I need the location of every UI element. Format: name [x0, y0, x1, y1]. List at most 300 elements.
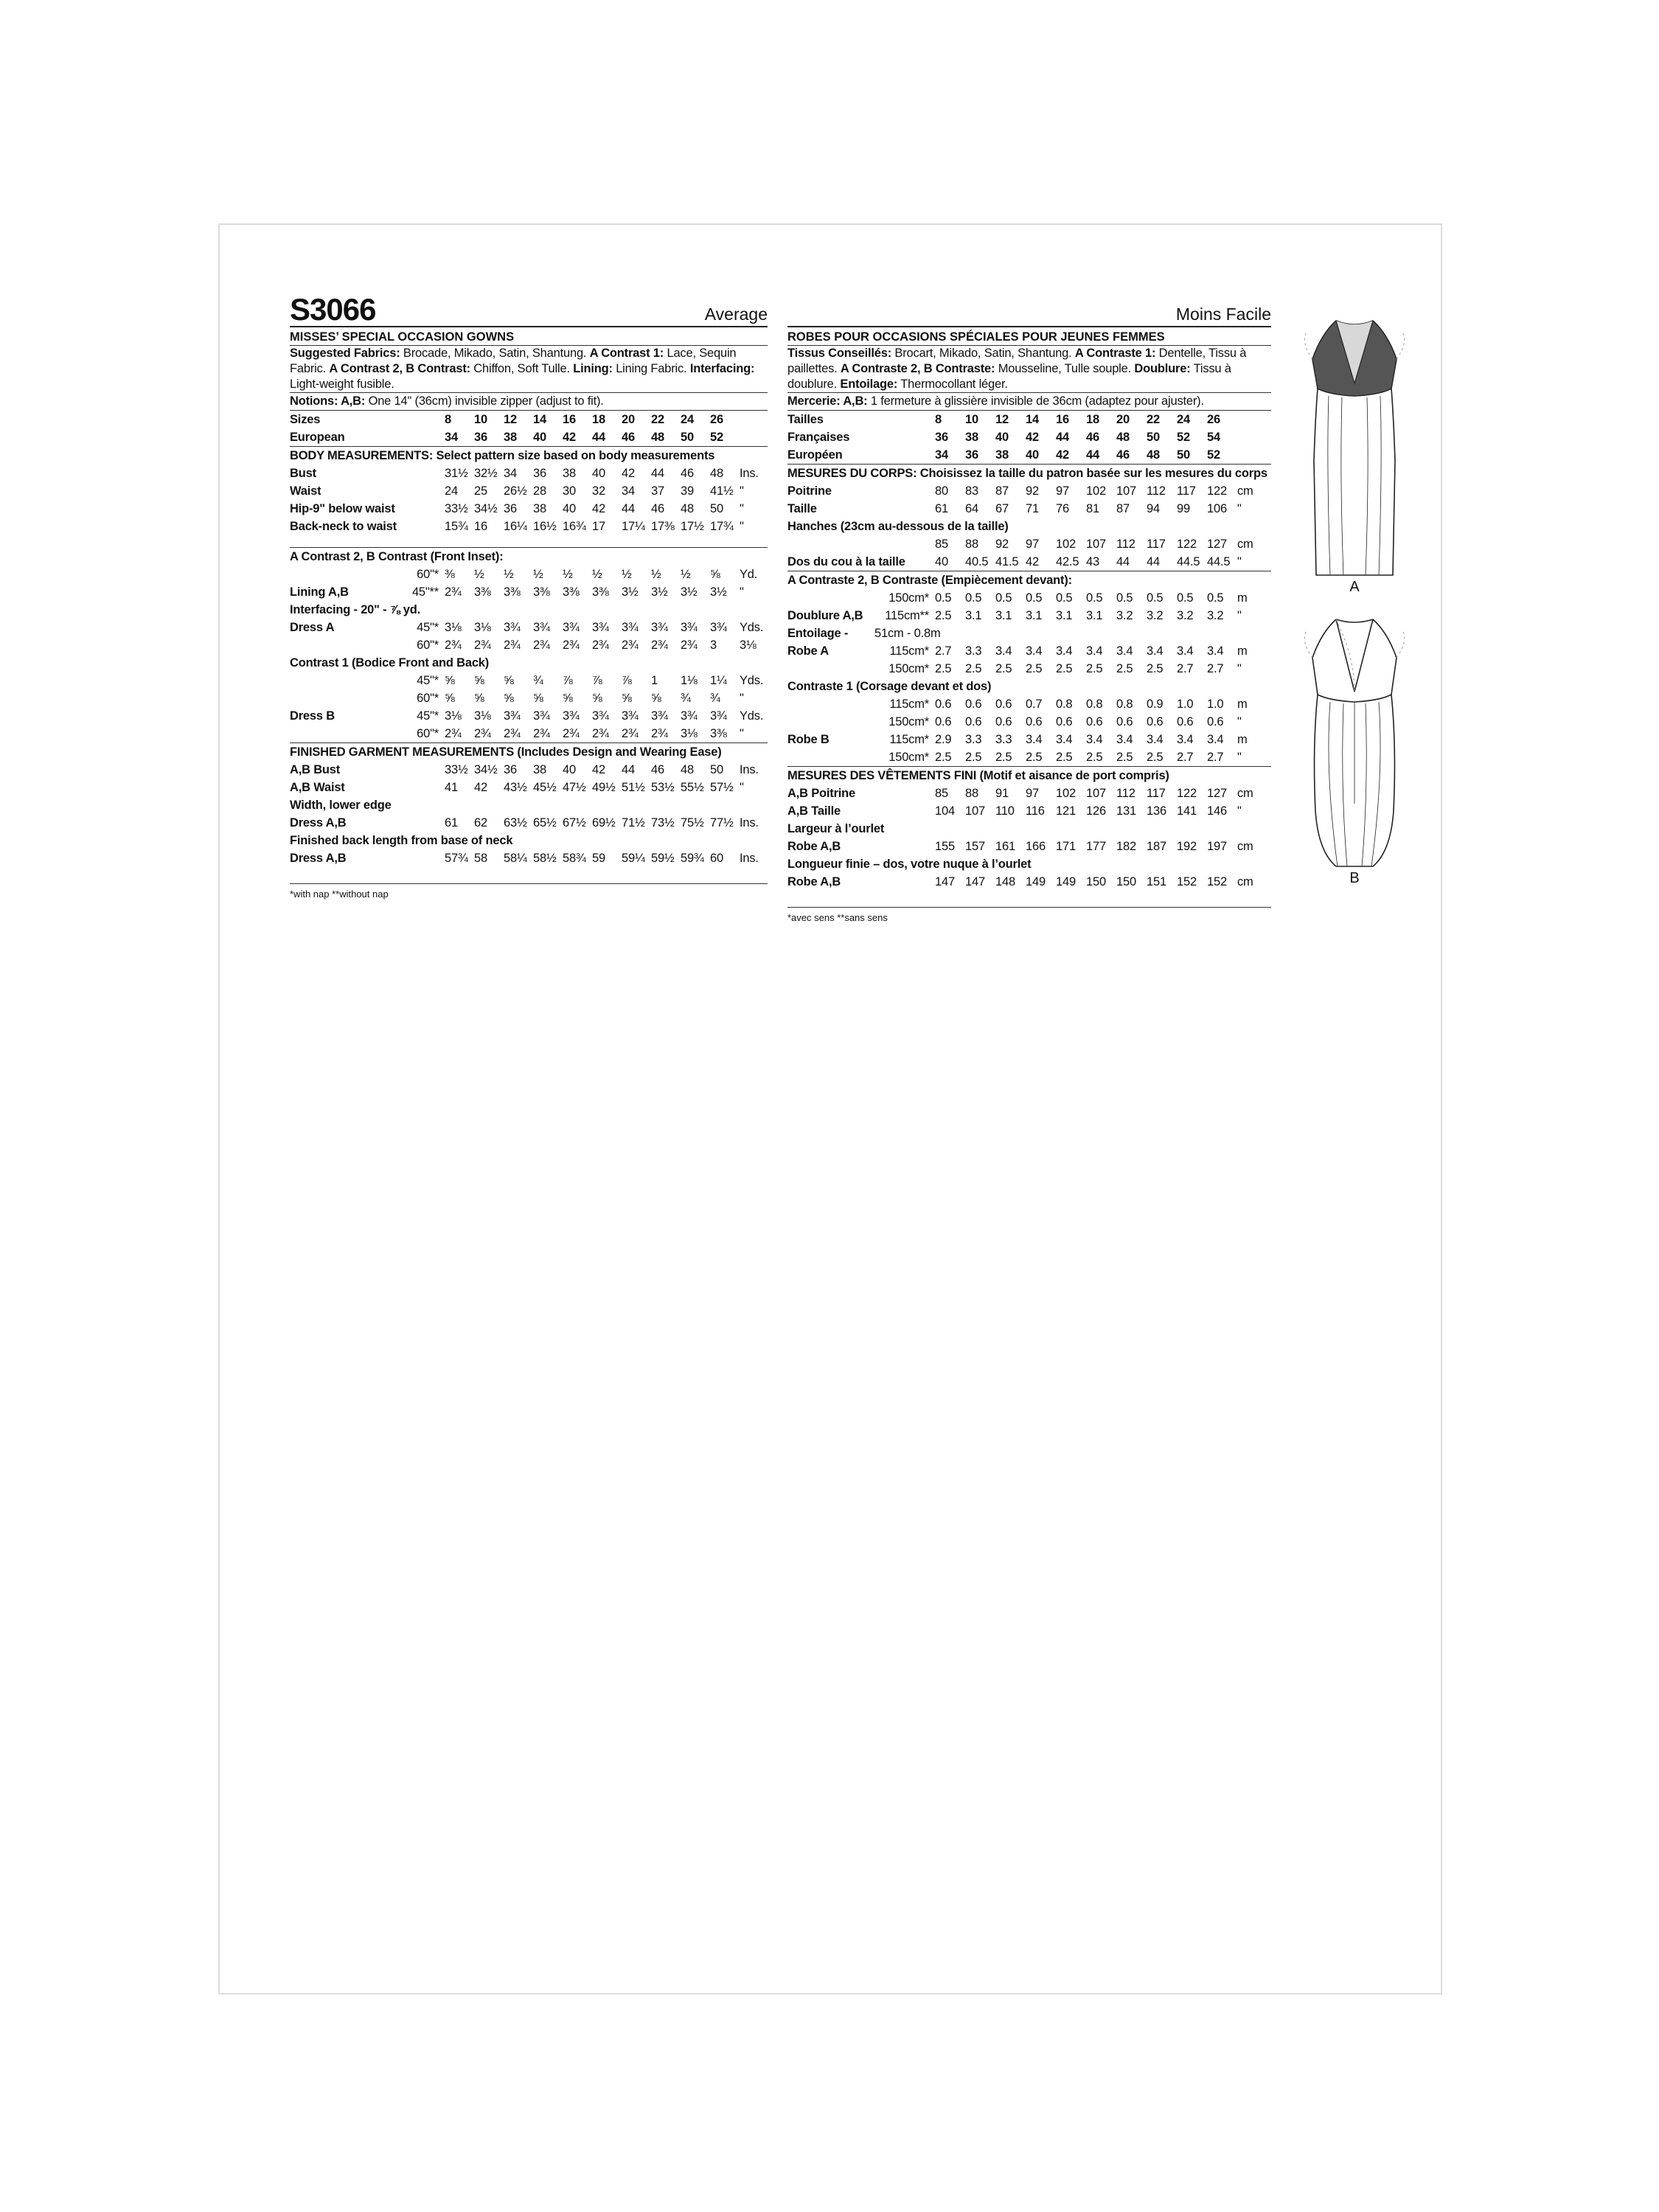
table-cell: ⅝ — [563, 692, 573, 705]
table-cell: ½ — [504, 568, 514, 581]
table-cell: 40 — [533, 431, 546, 444]
table-cell: 2.5 — [965, 751, 982, 764]
table-cell: 2¾ — [622, 727, 639, 740]
table-cell: 0.6 — [995, 715, 1012, 728]
table-cell: 88 — [965, 787, 978, 800]
table-cell: 50 — [1147, 431, 1160, 444]
table-cell: 0.6 — [965, 698, 982, 711]
table-cell: ⅞ — [563, 674, 573, 687]
table-cell: ⅜ — [445, 568, 455, 581]
row-label: A,B Bust — [290, 763, 341, 776]
table-cell: 3.4 — [1086, 644, 1103, 658]
table-row — [787, 731, 1271, 748]
table-cell: 0.5 — [935, 591, 952, 605]
table-row — [787, 446, 1271, 465]
table-cell: 3.4 — [1116, 644, 1133, 658]
table-cell: 33½ — [445, 763, 468, 776]
table-cell: 47½ — [563, 781, 586, 794]
pattern-number: S3066 — [290, 292, 376, 327]
table-cell: 33½ — [445, 502, 468, 515]
table-cell: 44 — [622, 763, 635, 776]
table-cell: 12 — [995, 413, 1009, 426]
table-cell: 24 — [1177, 413, 1190, 426]
table-cell: " — [1237, 804, 1242, 818]
table-cell: ⅝ — [504, 674, 514, 687]
row-label — [290, 672, 411, 689]
table-cell: 77½ — [710, 816, 734, 830]
table-cell: 58½ — [533, 852, 557, 865]
table-cell: cm — [1237, 538, 1253, 551]
table-cell: 3⅜ — [504, 585, 521, 599]
table-cell: 3.4 — [1056, 644, 1073, 658]
table-cell: 38 — [533, 763, 546, 776]
table-cell: 40 — [592, 467, 605, 480]
table-row — [290, 447, 768, 465]
row-label: Bust — [290, 467, 316, 480]
table-row — [787, 500, 1271, 518]
table-cell: 24 — [681, 413, 694, 426]
table-cell: 0.6 — [965, 715, 982, 728]
table-cell: 3.4 — [1177, 733, 1194, 746]
table-cell: 2¾ — [651, 639, 668, 652]
figure-a-label: A — [1349, 579, 1360, 595]
table-row — [290, 500, 768, 518]
table-cell: 127 — [1207, 538, 1227, 551]
table-cell: ⅝ — [504, 692, 514, 705]
table-cell: 2¾ — [445, 639, 462, 652]
table-cell: 141 — [1177, 804, 1197, 818]
table-cell: 0.5 — [1147, 591, 1164, 605]
table-cell: 42 — [1026, 431, 1039, 444]
table-cell: 45½ — [533, 781, 557, 794]
row-label: Dress B — [290, 709, 335, 723]
gown-b-drawing — [1292, 612, 1417, 870]
table-cell: 3¾ — [622, 621, 639, 634]
row-label: Européen — [787, 448, 843, 462]
table-cell: 22 — [651, 413, 664, 426]
row-label: Taille — [787, 502, 817, 515]
table-cell: 3.4 — [1116, 733, 1133, 746]
table-cell: 61 — [445, 816, 458, 830]
table-cell: 44 — [1116, 555, 1130, 568]
table-cell: 157 — [965, 840, 985, 853]
width-label — [874, 411, 935, 428]
table-cell: cm — [1237, 875, 1253, 888]
difficulty-level: Average — [704, 305, 768, 324]
table-cell: Ins. — [740, 852, 759, 865]
table-cell — [1237, 411, 1271, 428]
table-cell: 3.1 — [1086, 609, 1103, 622]
row-label: Entoilage - — [787, 627, 849, 640]
table-cell: 112 — [1116, 538, 1135, 551]
table-cell: 0.5 — [1086, 591, 1103, 605]
table-cell: 2.5 — [935, 662, 952, 675]
table-cell: m — [1237, 698, 1248, 711]
table-row — [787, 767, 1271, 785]
table-cell: 104 — [935, 804, 955, 818]
section-heading: A Contrast 2, B Contrast (Front Inset): — [290, 548, 768, 566]
table-cell: 75½ — [681, 816, 704, 830]
table-cell: 26 — [1207, 413, 1220, 426]
table-cell: 2¾ — [563, 639, 580, 652]
table-cell: 73½ — [651, 816, 675, 830]
table-cell: 59¾ — [681, 852, 704, 865]
table-cell: 92 — [995, 538, 1009, 551]
table-cell: 46 — [622, 431, 635, 444]
table-cell: 80 — [935, 484, 948, 498]
row-label: Poitrine — [787, 484, 832, 498]
row-label — [290, 725, 411, 743]
table-cell: 2¾ — [533, 727, 550, 740]
table-cell: 54 — [1207, 431, 1220, 444]
table-cell: 53½ — [651, 781, 675, 794]
table-cell: " — [1237, 662, 1242, 675]
table-cell: 122 — [1177, 787, 1197, 800]
table-cell: 76 — [1056, 502, 1069, 515]
table-cell: 2.5 — [935, 609, 952, 622]
table-cell: 61 — [935, 502, 948, 515]
table-cell: ½ — [681, 568, 691, 581]
table-cell: 42 — [1026, 555, 1039, 568]
table-cell: 50 — [710, 763, 723, 776]
table-cell: 16 — [563, 413, 576, 426]
row-label: Dress A — [290, 621, 335, 634]
table-cell: 10 — [474, 413, 487, 426]
table-cell: 0.5 — [1056, 591, 1073, 605]
row-label: European — [290, 431, 345, 444]
pattern-title-fr: ROBES POUR OCCASIONS SPÉCIALES POUR JEUNES FEMMES — [787, 327, 1271, 346]
row-label — [787, 589, 874, 607]
table-cell: 88 — [965, 538, 978, 551]
width-label: 60"* — [417, 639, 439, 652]
table-cell: 2¾ — [504, 639, 521, 652]
table-cell: 102 — [1086, 484, 1106, 498]
table-row — [787, 428, 1271, 446]
table-cell: 38 — [563, 467, 576, 480]
table-cell: 3¾ — [563, 709, 580, 723]
table-cell: 14 — [1026, 413, 1039, 426]
table-cell: 102 — [1056, 538, 1076, 551]
table-cell: 16¼ — [504, 520, 527, 533]
table-cell: 2¾ — [592, 639, 609, 652]
row-label: Tailles — [787, 413, 824, 426]
table-cell: 38 — [995, 448, 1009, 462]
table-cell: 3.4 — [995, 644, 1012, 658]
table-cell: 2.9 — [935, 733, 952, 746]
table-cell: 3.3 — [965, 644, 982, 658]
width-label: 115cm* — [889, 698, 929, 711]
table-row — [787, 518, 1271, 535]
section-heading: MESURES DES VÊTEMENTS FINI (Motif et aisance de port compris) — [787, 767, 1271, 785]
table-row — [787, 820, 1271, 838]
width-label — [874, 482, 935, 500]
table-cell: 110 — [995, 804, 1015, 818]
section-heading: A Contraste 2, B Contraste (Empiècement devant): — [787, 571, 1271, 590]
table-cell: 65½ — [533, 816, 557, 830]
row-label: Dress A,B — [290, 852, 347, 865]
width-label — [411, 779, 445, 796]
table-cell: 3¾ — [681, 709, 698, 723]
table-cell: 117 — [1177, 484, 1196, 498]
row-label — [787, 748, 874, 767]
table-cell: 44 — [651, 467, 664, 480]
table-cell: 3⅜ — [592, 585, 609, 599]
table-cell: Yd. — [740, 568, 758, 581]
table-cell: 2.5 — [1026, 662, 1043, 675]
table-cell: 2.5 — [1086, 751, 1103, 764]
table-cell: 42 — [592, 763, 605, 776]
table-cell: 17¼ — [622, 520, 645, 533]
gown-a-drawing — [1292, 313, 1417, 579]
row-label — [787, 713, 874, 731]
table-cell: ½ — [622, 568, 632, 581]
table-cell: 2.7 — [1177, 662, 1194, 675]
table-cell: 3¾ — [563, 621, 580, 634]
table-cell: 107 — [965, 804, 985, 818]
table-cell: 3.4 — [1026, 644, 1043, 658]
table-cell: 24 — [445, 484, 458, 498]
table-cell: 1.0 — [1177, 698, 1194, 711]
section-heading: FINISHED GARMENT MEASUREMENTS (Includes Design and Wearing Ease) — [290, 743, 768, 762]
table-cell: 2¾ — [504, 727, 521, 740]
width-label: 51cm - 0.8m — [874, 627, 941, 640]
table-cell: 48 — [710, 467, 723, 480]
table-cell: 44 — [592, 431, 605, 444]
table-cell: 42 — [592, 502, 605, 515]
table-cell: 131 — [1116, 804, 1136, 818]
table-cell: 97 — [1026, 787, 1039, 800]
table-row — [290, 636, 768, 654]
table-cell: 112 — [1116, 787, 1135, 800]
table-cell: 3¾ — [710, 709, 727, 723]
table-cell: 149 — [1026, 875, 1046, 888]
row-label: Back-neck to waist — [290, 520, 397, 533]
table-cell: 42 — [474, 781, 487, 794]
table-cell: 136 — [1147, 804, 1166, 818]
table-row — [787, 411, 1271, 428]
table-cell: 2.5 — [1086, 662, 1103, 675]
table-cell: 42 — [1056, 448, 1069, 462]
table-cell: 187 — [1147, 840, 1166, 853]
width-label — [874, 785, 935, 802]
table-cell: 17¾ — [710, 520, 734, 533]
table-cell: 0.5 — [1116, 591, 1133, 605]
table-cell: 85 — [935, 787, 948, 800]
table-cell: 2.5 — [935, 751, 952, 764]
table-cell: 36 — [504, 502, 517, 515]
table-cell: 3.4 — [1026, 733, 1043, 746]
table-row — [787, 855, 1271, 873]
table-cell: 3¾ — [622, 709, 639, 723]
table-cell: Ins. — [740, 763, 759, 776]
table-cell: ¾ — [710, 692, 720, 705]
table-cell: 3¾ — [592, 621, 609, 634]
size-chart-table — [290, 411, 768, 867]
width-label: 150cm* — [888, 715, 929, 728]
table-cell: 2¾ — [681, 639, 698, 652]
table-cell: 0.9 — [1147, 698, 1164, 711]
table-row — [290, 465, 768, 482]
table-cell: 57½ — [710, 781, 734, 794]
table-cell — [1237, 428, 1271, 446]
table-cell: 2.5 — [1116, 751, 1133, 764]
table-cell: 3¾ — [710, 621, 727, 634]
table-cell: ⅝ — [651, 692, 661, 705]
table-cell: 0.7 — [1026, 698, 1043, 711]
spacer — [290, 535, 768, 548]
width-label — [874, 446, 935, 465]
table-cell: 2.5 — [995, 751, 1012, 764]
table-cell: 3.4 — [1056, 733, 1073, 746]
width-label: 115cm* — [889, 644, 929, 658]
table-cell: ⅝ — [592, 692, 602, 705]
table-cell: 2¾ — [622, 639, 639, 652]
table-cell: 44 — [622, 502, 635, 515]
table-row — [290, 518, 768, 535]
table-cell: 1¼ — [710, 674, 727, 687]
table-cell: 102 — [1056, 787, 1076, 800]
table-row — [290, 743, 768, 762]
figure-b — [1292, 612, 1417, 887]
table-cell: 83 — [965, 484, 978, 498]
table-cell: 155 — [935, 840, 955, 853]
table-cell: 50 — [710, 502, 723, 515]
table-cell: 46 — [681, 467, 694, 480]
table-cell: Ins. — [740, 816, 759, 830]
table-cell: 42 — [622, 467, 635, 480]
table-cell: 0.8 — [1116, 698, 1133, 711]
english-column — [290, 292, 768, 900]
table-cell: 2¾ — [563, 727, 580, 740]
table-cell: 121 — [1056, 804, 1076, 818]
size-chart-table-fr — [787, 411, 1271, 891]
table-cell: 0.6 — [1056, 715, 1073, 728]
section-heading: Hanches (23cm au-dessous de la taille) — [787, 520, 1009, 533]
table-cell: Ins. — [740, 467, 759, 480]
table-cell: 36 — [935, 431, 948, 444]
table-cell: 34 — [445, 431, 458, 444]
table-cell: 3¾ — [651, 709, 668, 723]
table-cell: 41 — [445, 781, 458, 794]
table-cell: 3⅛ — [740, 639, 757, 652]
table-cell: 44 — [1056, 431, 1069, 444]
table-cell: 3.1 — [995, 609, 1012, 622]
width-label: 150cm* — [888, 591, 929, 605]
table-cell: 3.1 — [1026, 609, 1043, 622]
table-row — [290, 619, 768, 636]
table-cell: cm — [1237, 484, 1253, 498]
section-heading: Finished back length from base of neck — [290, 834, 513, 847]
table-row — [787, 482, 1271, 500]
table-cell: 22 — [1147, 413, 1160, 426]
table-cell: ½ — [563, 568, 573, 581]
table-cell: 20 — [1116, 413, 1130, 426]
table-cell: 41½ — [710, 484, 734, 498]
table-row — [787, 465, 1271, 483]
table-cell: 147 — [965, 875, 985, 888]
table-cell: " — [740, 781, 744, 794]
table-row — [290, 601, 768, 619]
table-cell: " — [1237, 555, 1242, 568]
table-cell: 36 — [965, 448, 978, 462]
table-cell: Yds. — [740, 621, 764, 634]
width-label: 115cm* — [889, 733, 929, 746]
table-cell: 166 — [1026, 840, 1046, 853]
width-label: 45"** — [411, 585, 439, 599]
table-cell: 71 — [1026, 502, 1039, 515]
table-cell: 58¾ — [563, 852, 586, 865]
table-cell: cm — [1237, 840, 1253, 853]
table-cell: 20 — [622, 413, 635, 426]
table-cell: 51½ — [622, 781, 645, 794]
table-cell: 15¾ — [445, 520, 468, 533]
width-label: 45"* — [417, 674, 439, 687]
table-cell: 40 — [935, 555, 948, 568]
table-cell: 3.4 — [1147, 644, 1164, 658]
table-cell: 3¾ — [504, 709, 521, 723]
table-cell: 46 — [1116, 448, 1130, 462]
table-cell: 62 — [474, 816, 487, 830]
row-label: Doublure A,B — [787, 609, 863, 622]
table-cell: ⅝ — [445, 692, 455, 705]
table-cell: 2¾ — [445, 727, 462, 740]
table-cell: 2.5 — [1116, 662, 1133, 675]
table-cell: 3⅜ — [710, 727, 727, 740]
table-cell: 3.2 — [1147, 609, 1164, 622]
table-row — [787, 589, 1271, 607]
table-cell: 8 — [935, 413, 942, 426]
table-cell: 44 — [1086, 448, 1099, 462]
table-cell: " — [1237, 751, 1242, 764]
table-cell: " — [740, 502, 744, 515]
table-cell: m — [1237, 733, 1248, 746]
row-label: Robe A,B — [787, 840, 841, 853]
table-cell: 40 — [563, 502, 576, 515]
width-label — [874, 500, 935, 518]
table-cell: 58¼ — [504, 852, 527, 865]
table-cell: 40 — [563, 763, 576, 776]
notions-fr: Mercerie: A,B: 1 fermeture à glissière invisible de 36cm (adaptez pour ajuster). — [787, 392, 1271, 411]
table-cell: 16¾ — [563, 520, 586, 533]
table-cell: 57¾ — [445, 852, 468, 865]
table-cell: 0.5 — [1207, 591, 1224, 605]
difficulty-level-fr: Moins Facile — [1175, 305, 1271, 324]
table-row — [787, 642, 1271, 660]
width-label: 115cm** — [885, 609, 929, 622]
table-cell: 32½ — [474, 467, 498, 480]
table-cell: 37 — [651, 484, 664, 498]
table-cell: 16 — [1056, 413, 1069, 426]
table-cell: 2¾ — [445, 585, 462, 599]
table-row — [787, 785, 1271, 802]
table-cell: 1.0 — [1207, 698, 1224, 711]
table-cell: 152 — [1207, 875, 1227, 888]
table-cell: ½ — [474, 568, 484, 581]
table-cell: 149 — [1056, 875, 1076, 888]
table-cell: " — [740, 520, 744, 533]
width-label — [411, 814, 445, 832]
table-row — [290, 482, 768, 500]
table-cell: 26½ — [504, 484, 527, 498]
table-cell: 3¾ — [533, 621, 550, 634]
table-cell: ½ — [533, 568, 543, 581]
table-cell: 59½ — [651, 852, 675, 865]
table-cell: 39 — [681, 484, 694, 498]
table-cell: 42.5 — [1056, 555, 1079, 568]
table-cell: 3.3 — [995, 733, 1012, 746]
table-cell: 2.7 — [1207, 751, 1224, 764]
section-heading: BODY MEASUREMENTS: Select pattern size based on body measurements — [290, 447, 768, 465]
